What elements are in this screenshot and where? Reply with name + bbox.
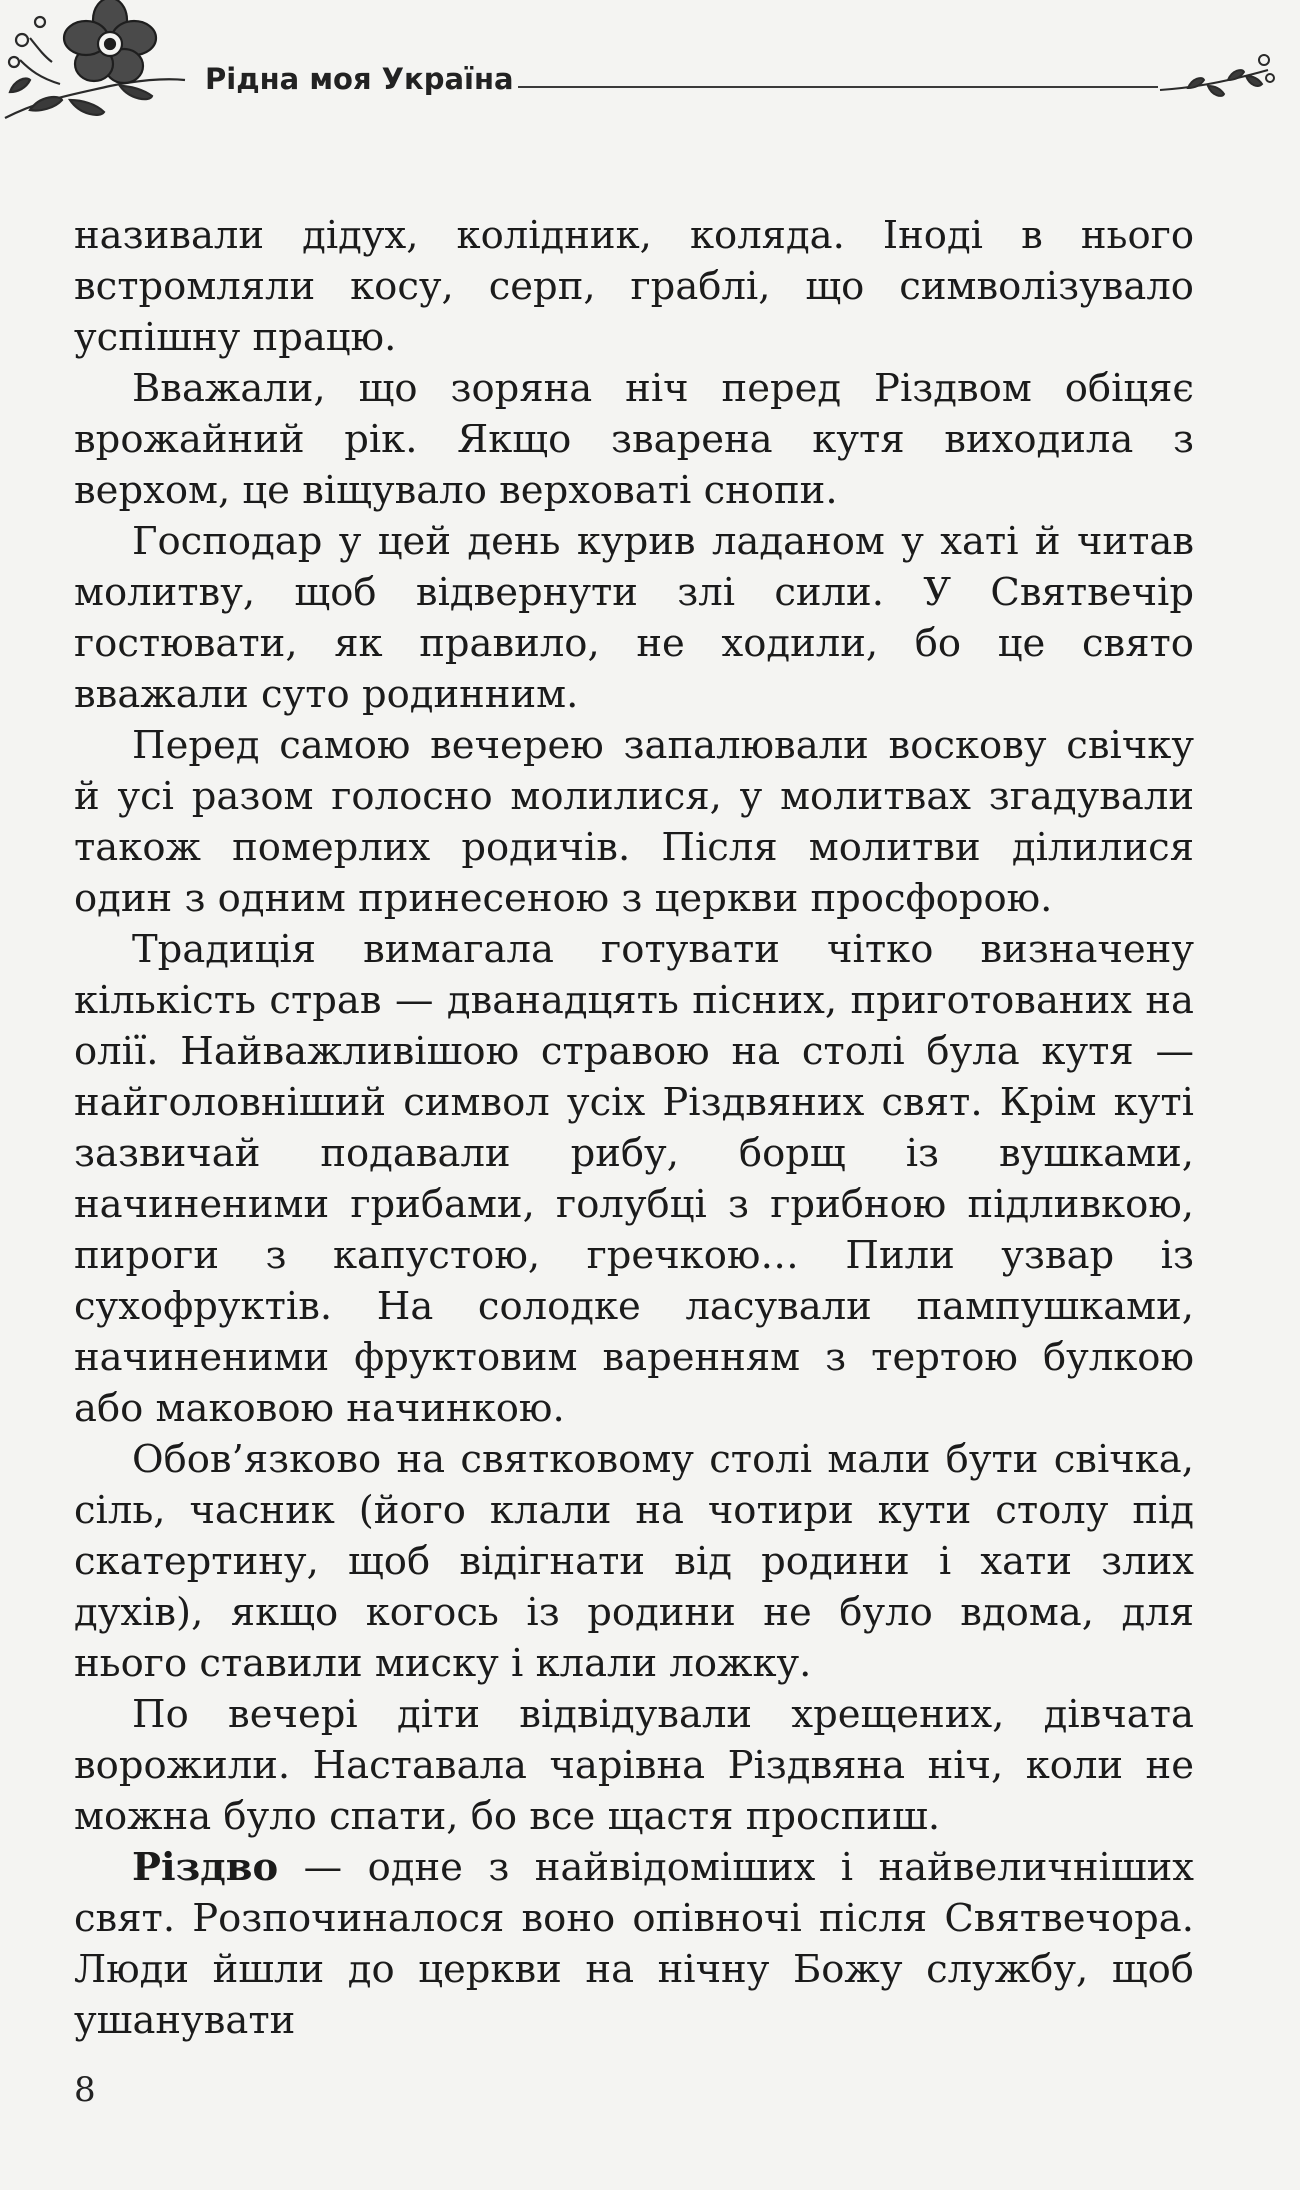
running-title: Рідна моя Україна <box>205 62 514 96</box>
page-header <box>0 0 1300 150</box>
floral-ornament-icon <box>0 0 200 140</box>
paragraph: називали дідух, колідник, коляда. Іноді в нього встромляли косу, серп, граблі, що символізувало успішну працю. <box>74 213 1194 360</box>
body-text <box>74 210 1194 2046</box>
paragraph: Перед самою вечерею запалювали воскову свічку й усі разом голосно молилися, у молитвах згадували також померлих родичів. Після молитви ділилися один з одним принесеною з церкви просфорою. <box>74 723 1194 921</box>
vine-ornament-icon <box>1158 48 1278 118</box>
paragraph: Обов’язково на святковому столі мали бути свічка, сіль, часник (його клали на чотири кути столу під скатертину, щоб відігнати від родини і хати злих духів), якщо когось із родини не було вдома, для нього ставили миску і клали ложку. <box>74 1437 1194 1686</box>
term-bold: Різдво <box>132 1845 279 1890</box>
paragraph: По вечері діти відвідували хрещених, дівчата ворожили. Наставала чарівна Різдвяна ніч, коли не можна було спати, бо все щастя проспиш. <box>74 1692 1194 1839</box>
paragraph: Господар у цей день курив ладаном у хаті й читав молитву, щоб відвернути злі сили. У Святвечір гостювати, як правило, не ходили, бо це свято вважали суто родинним. <box>74 519 1194 717</box>
header-rule <box>518 86 1158 88</box>
paragraph: Різдво — одне з найвідоміших і найвеличніших свят. Розпочиналося воно опівночі після Святвечора. Люди йшли до церкви на нічну Божу службу, щоб ушанувати <box>74 1845 1194 2043</box>
paragraph: Традиція вимагала готувати чітко визначену кількість страв — дванадцять пісних, приготованих на олії. Найважливішою стравою на столі була кутя — найголовніший символ усіх Різдвяних свят. Крім куті зазвичай подавали рибу, борщ із вушками, начиненими грибами, голубці з грибною підливкою, пироги з капустою, гречкою… Пили узвар із сухофруктів. На солодке ласували пампушками, начиненими фруктовим варенням з тертою булкою або маковою начинкою. <box>74 927 1194 1431</box>
page-number: 8 <box>74 2070 96 2110</box>
paragraph: Вважали, що зоряна ніч перед Різдвом обіцяє врожайний рік. Якщо зварена кутя виходила з верхом, це віщувало верховаті снопи. <box>74 366 1194 513</box>
